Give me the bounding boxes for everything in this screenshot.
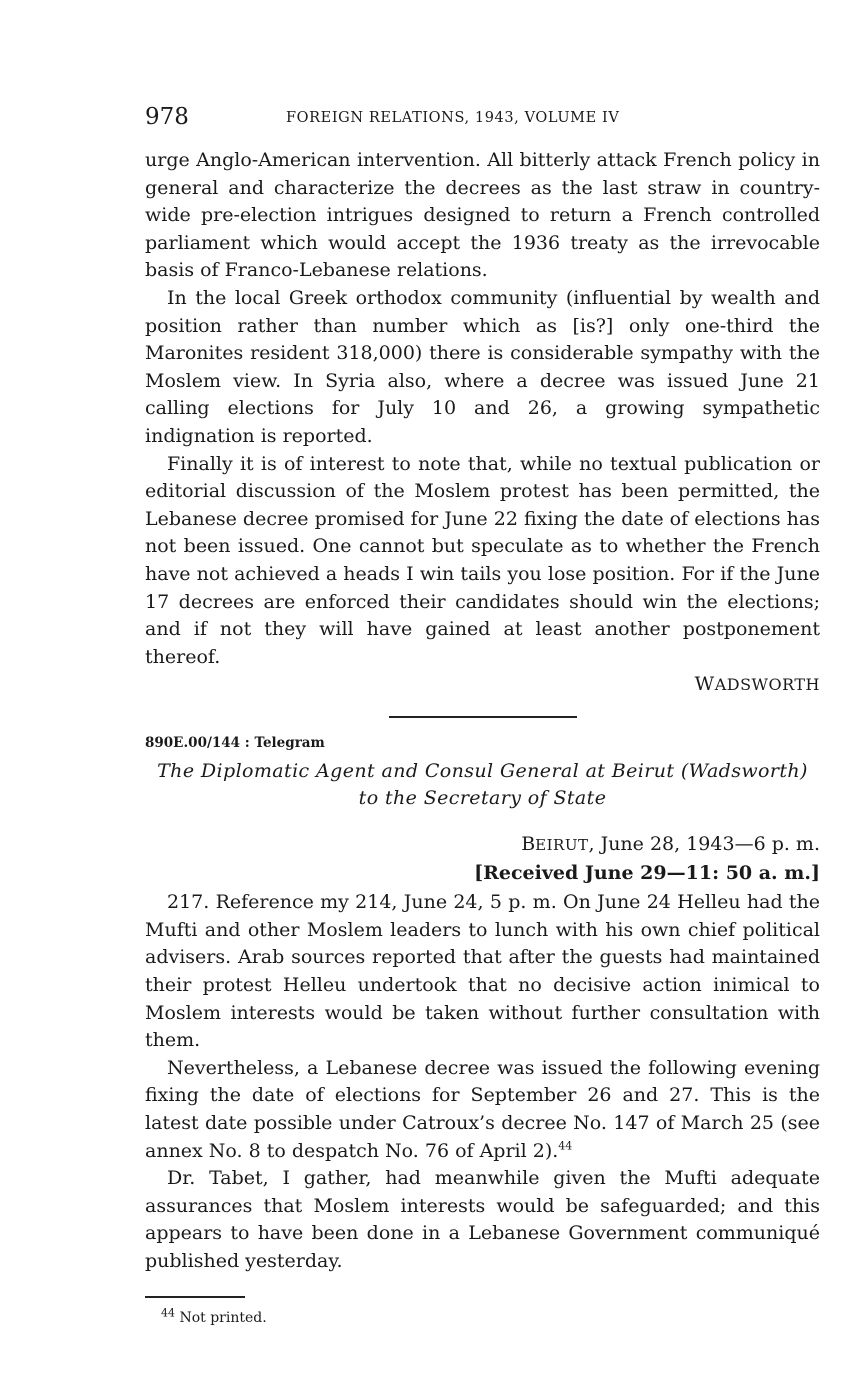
signature-initial: W [694, 673, 715, 696]
received-line: [Received June 29—11: 50 a. m.] [474, 862, 820, 885]
paragraph-nevertheless [145, 1055, 820, 1165]
paragraph-tabet: Dr. Tabet, I gather, had meanwhile given the Mufti adequate assurances that Moslem interests would be safeguarded; and this appears to have been done in a Lebanese Government communiqué published yesterday. [145, 1167, 820, 1272]
signature-rest: ADSWORTH [714, 675, 820, 695]
page-body [145, 147, 820, 1328]
date-text: , June 28, 1943—6 p. m. [588, 833, 820, 856]
paragraph-nevertheless-text: Nevertheless, a Lebanese decree was issued the following evening fixing the date of elections for September 26 and 27. This is the latest date possible under Catroux’s decree No. 147 of March 25 (see annex No. 8 to despatch No. 76 of April 2). [145, 1056, 820, 1162]
footnote [161, 1305, 820, 1328]
paragraph-finally: Finally it is of interest to note that, while no textual publication or editorial discussion of the Moslem protest has been permitted, the Lebanese decree promised for June 22 fixing the date of elections has not been issued. One cannot but speculate as to whether the French have not achieved a heads I win tails you lose position. For if the June 17 decrees are enforced their candidates should win the elections; and if not they will have gained at least another postponement thereof. [145, 452, 820, 668]
paragraph-greek-orthodox: In the local Greek orthodox community (influential by wealth and position rather than number which as [is?] only one-third the Maronites resident 318,000) there is considerable sympathy with the Moslem view. In Syria also, where a decree was issued June 21 calling elections for July 10 and 26, a growing sympathetic indignation is reported. [145, 286, 820, 447]
title-line-1: The Diplomatic Agent and Consul General at Beirut (Wadsworth) [157, 760, 808, 783]
title-line-2: to the Secretary of State [358, 787, 607, 810]
paragraph-217: 217. Reference my 214, June 24, 5 p. m. On June 24 Helleu had the Mufti and other Moslem leaders to lunch with his own chief political advisers. Arab sources reported that after the guests had maintained their protest Helleu undertook that no decisive action inimical to Moslem interests would be taken without further consultation with them. [145, 891, 820, 1052]
place-initial: B [521, 833, 536, 856]
footnote-rule [145, 1296, 245, 1298]
footnote-text: Not printed. [179, 1309, 267, 1326]
page-header [145, 102, 820, 134]
paragraph-continued: urge Anglo-American intervention. All bitterly attack French policy in general and characterize the decrees as the last straw in country-wide pre-election intrigues designed to return a French controlled parliament which would accept the 1936 treaty as the irrevocable basis of Franco-Lebanese relations. [145, 149, 820, 282]
page-number: 978 [145, 104, 189, 130]
document-title [145, 758, 820, 812]
section-divider [389, 716, 577, 718]
footnote-ref: 44 [558, 1139, 573, 1153]
footnote-marker: 44 [161, 1305, 175, 1319]
signature [145, 671, 820, 698]
place-rest: EIRUT [535, 836, 589, 855]
file-reference: 890E.00/144 : Telegram [145, 735, 325, 752]
running-head: FOREIGN RELATIONS, 1943, VOLUME IV [286, 110, 620, 126]
dateline [145, 830, 820, 859]
